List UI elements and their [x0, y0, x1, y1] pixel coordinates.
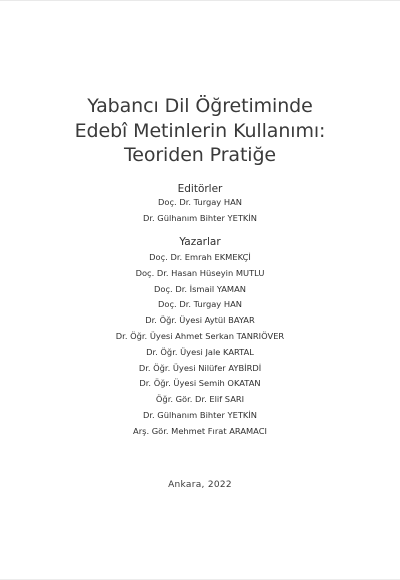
book-title [0, 94, 400, 168]
author-name: Öğr. Gör. Dr. Elif SARI [155, 394, 245, 405]
author-name: Arş. Gör. Mehmet Fırat ARAMACI [133, 425, 267, 436]
author-name: Dr. Öğr. Üyesi Semih OKATAN [139, 378, 261, 389]
author-name: Dr. Öğr. Üyesi Aytül BAYAR [145, 315, 255, 326]
editor-name: Doç. Dr. Turgay HAN [158, 197, 242, 207]
authors-list [0, 250, 400, 440]
editor-name: Dr. Gülhanım Bihter YETKİN [142, 212, 258, 223]
author-name: Dr. Öğr. Üyesi Ahmet Serkan TANRIÖVER [115, 330, 285, 341]
author-name: Doç. Dr. Hasan Hüseyin MUTLU [135, 267, 265, 278]
author-name: Doç. Dr. İsmail YAMAN [154, 283, 246, 294]
author-name: Dr. Öğr. Üyesi Nilüfer AYBİRDİ [138, 362, 262, 373]
book-title-line-3: Teoriden Pratiğe [123, 144, 277, 166]
author-name: Dr. Öğr. Üyesi Jale KARTAL [146, 346, 254, 357]
editors-list [0, 195, 400, 227]
book-title-line-2: Edebî Metinlerin Kullanımı: [74, 119, 326, 142]
authors-heading: Yazarlar [179, 236, 221, 248]
book-title-line-1: Yabancı Dil Öğretiminde [87, 95, 313, 117]
author-name: Doç. Dr. Turgay HAN [158, 299, 242, 310]
editors-heading: Editörler [177, 183, 223, 195]
publication-place-year: Ankara, 2022 [168, 480, 232, 490]
author-name: Doç. Dr. Emrah EKMEKÇİ [149, 252, 251, 262]
author-name: Dr. Gülhanım Bihter YETKİN [142, 409, 258, 420]
